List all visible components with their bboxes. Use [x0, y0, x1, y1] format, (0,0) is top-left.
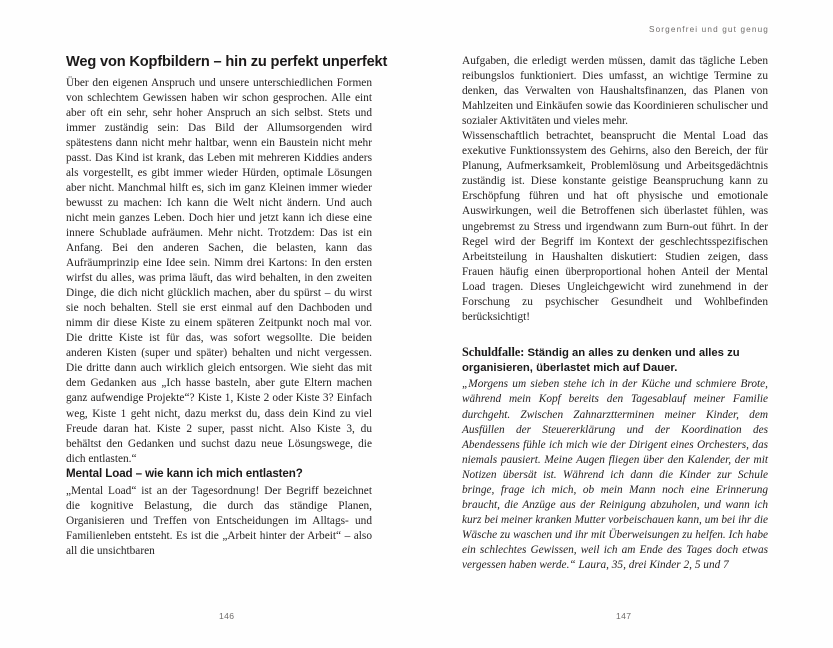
- callout-lead-label: Schuldfalle:: [462, 344, 525, 359]
- page-number-right: 147: [616, 611, 632, 621]
- running-head: Sorgenfrei und gut genug: [648, 25, 769, 34]
- body-paragraph: Aufgaben, die erledigt werden müssen, damit das tägliche Leben reibungslos funktioniert. Dies umfasst, an wichtige Termine zu denken, das Verwalten von Haushaltsfinanzen, das Planen von Mahlzeiten und Einkäufen sowie das Koordinieren schulischer und sozialer Aktivitäten und vieles mehr.: [462, 55, 768, 128]
- callout-quote: „Morgens um sieben stehe ich in der Küche und schmiere Brote, während mein Kopf bereits den Tagesablauf meiner Familie durchgeht. Zwischen Zahnarztterminen meiner Kinder, dem Ausfüllen der Steuererklärung und der Koordination des Abendessens fühle ich mich wie der Dirigent eines Orchesters, das niemals pausiert. Meine Augen fliegen über den Kalender, der mit Notizen übersät ist. Während ich dann die Kinder zur Schule bringe, frage ich mich, ob mein Mann noch eine Erinnerung braucht, die Anzüge aus der Reinigung abzuholen, und wann ich kurz bei meiner kranken Mutter vorbeischauen kann, um bei ihr die Wäsche zu waschen und ihr mit Überweisungen zu helfen. Ich habe ein schlechtes Gewissen, weil ich am Ende des Tages doch etwas vergessen haben werde.“ Laura, 35, drei Kinder 2, 5 und 7: [462, 378, 768, 571]
- body-paragraph: „Mental Load“ ist an der Tagesordnung! Der Begriff bezeichnet die kognitive Belastung, die durch das ständige Planen, Organisieren und Treffen von Entscheidungen im Alltags- und Familienleben entsteht. Es ist die „Arbeit hinter der Arbeit“ – also all die unsichtbaren: [66, 485, 372, 558]
- callout-heading: [462, 345, 768, 377]
- callout-headline: Ständig an alles zu denken und alles zu organisieren, überlastet mich auf Dauer.: [462, 346, 740, 375]
- subsection-title: Mental Load – wie kann ich mich entlasten?: [66, 466, 303, 480]
- body-paragraph: Über den eigenen Anspruch und unsere unterschiedlichen Formen von schlechtem Gewissen haben wir schon gesprochen. Alle eint aber oft ein sehr, sehr hoher Anspruch an sich selbst. Stets und immer zuständig sein: Das Bild der Allumsorgenden wird spätestens dann nicht mehr haltbar, wenn ein Baustein nicht mehr passt. Das Kind ist krank, das Leben mit mehreren Kiddies anders als vorgestellt, es gibt immer wieder Hürden, optimale Lösungen aber nicht. Manchmal hilft es, sich im ganz Kleinen immer wieder bewusst zu machen: Ich kann die Welt nicht ändern. Und auch nicht mein ganzes Leben. Doch hier und jetzt kann ich diese eine innere Schublade aufräumen. Mehr nicht. Trotzdem: Das ist ein Anfang. Bei den anderen Sachen, die belasten, kann das Aufräumprinzip eine Idee sein. Nimm drei Kartons: In den ersten wirfst du alles, was prima läuft, das wird behalten, in den zweiten Dinge, die dich nicht glücklich machen, aber du spürst – du wirst sie noch behalten. Stell sie erst einmal auf den Dachboden und nimm dir diese Kiste zu einem späteren Zeitpunkt noch mal vor. Die dritte Kiste ist für das, was sofort wegsollte. Die beiden anderen Kisten (super und später) behalten und nicht vergessen. Die dritte dann auch wirklich gleich entsorgen. Wie sieht das mit dem Gedanken aus „Ich hasse basteln, aber gute Eltern machen ganz aufwendige Projekte“? Kiste 1, Kiste 2 oder Kiste 3? Einfach weg, Kiste 1 geht nicht, dazu merkst du, dass dein Kind zu viel Freude daran hat. Kiste 2 super, passt nicht. Also Kiste 3, du behältst den Gedanken und suchst dazu neue Lösungswege, die dich entlasten.“: [66, 76, 372, 465]
- page-title: Weg von Kopfbildern – hin zu perfekt unperfekt: [66, 54, 388, 70]
- body-paragraph: Wissenschaftlich betrachtet, beansprucht die Mental Load das exekutive Funktionssystem des Gehirns, also den Bereich, der für Planung, Aufmerksamkeit, Problemlösung und Arbeitsgedächtnis zuständig ist. Diese konstante geistige Beanspruchung kann zu Erschöpfung führen und hat oft physische und emotionale Auswirkungen, weil die Betroffenen sich überlastet fühlen, was ungebremst zu Stress und irgendwann zum Burn-out führt. In der Regel wird der Begriff im Kontext der geschlechtsspezifischen Arbeitsteilung in Haushalten diskutiert: Studien zeigen, dass Frauen häufig einen überproportional hohen Anteil der Mental Load tragen. Dieses Ungleichgewicht wird zunehmend in der Forschung zu psychischer Gesundheit und Wohlbefinden berücksichtigt!: [462, 130, 768, 323]
- right-page: [462, 54, 768, 573]
- schuldfalle-callout: [462, 345, 768, 573]
- left-page: [66, 54, 388, 559]
- page-number-left: 146: [219, 611, 235, 621]
